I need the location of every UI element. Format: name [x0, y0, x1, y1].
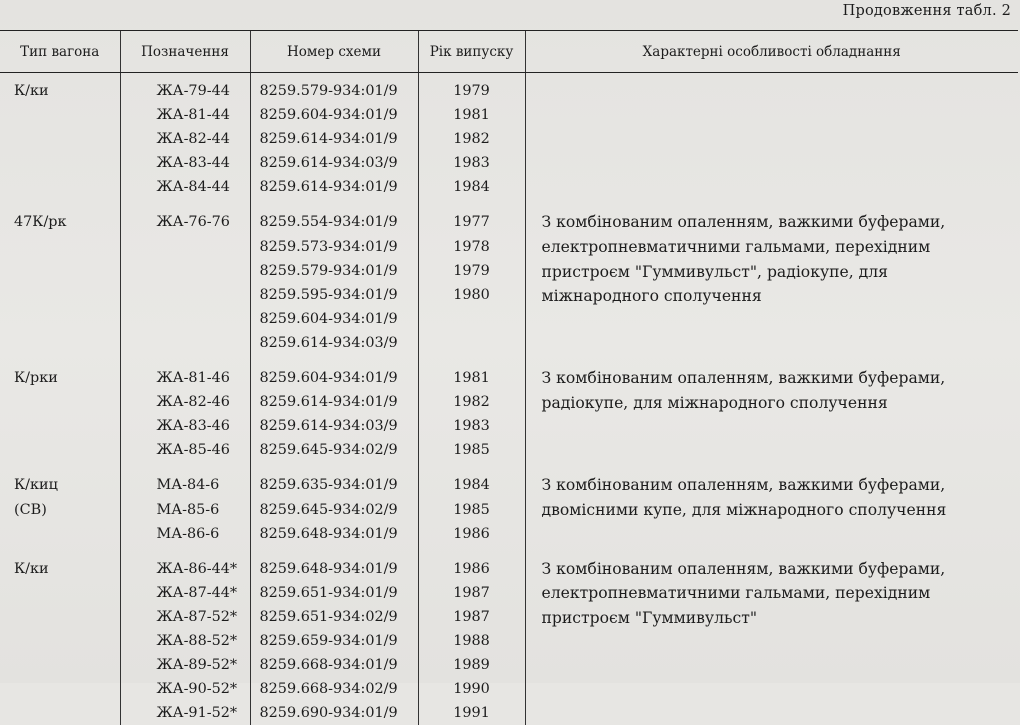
designation-value: ЖА-85-46	[156, 442, 230, 459]
table-row	[0, 73, 1018, 200]
features-cell	[525, 546, 1018, 725]
year-value: 1985	[453, 501, 490, 518]
features-line: двомісними купе, для міжнародного сполучення	[541, 501, 947, 519]
table-caption: Продовження табл. 2	[842, 3, 1011, 19]
designation-value: ЖА-76-76	[156, 214, 230, 231]
wagon-type-cell	[0, 462, 120, 545]
year-cell	[418, 73, 525, 200]
features-line: радіокупе, для міжнародного сполучення	[541, 393, 888, 412]
designation-value: ЖА-81-46	[156, 370, 230, 387]
scheme-number-value: 8259.573-934:01/9	[259, 238, 398, 255]
scheme-number-value: 8259.604-934:01/9	[259, 370, 398, 387]
designation-cell	[120, 73, 250, 200]
wagon-type-line: К/ки	[14, 83, 49, 99]
year-value: 1981	[453, 107, 490, 124]
year-value: 1983	[453, 418, 490, 435]
scheme-number-value: 8259.648-934:01/9	[259, 525, 398, 542]
features-line: електропневматичними гальмами, перехідним	[541, 238, 931, 257]
designation-value: ЖА-91-52*	[156, 705, 238, 722]
designation-value: ЖА-81-44	[156, 107, 230, 124]
year-value: 1987	[453, 608, 490, 625]
scheme-number-cell	[250, 199, 418, 355]
designation-value: ЖА-88-52*	[156, 632, 238, 649]
features-line: міжнародного сполучення	[541, 287, 762, 306]
year-cell	[418, 462, 525, 545]
table-header-row	[0, 31, 1018, 73]
year-value: 1983	[453, 155, 490, 172]
header-designation: Позначення	[120, 31, 250, 73]
scheme-number-value: 8259.648-934:01/9	[259, 560, 398, 577]
table-row	[0, 199, 1018, 355]
year-value: 1986	[453, 560, 490, 577]
wagon-type-line: К/киц	[14, 477, 58, 494]
table-row	[0, 462, 1018, 545]
scheme-number-value: 8259.614-934:01/9	[259, 131, 398, 148]
year-value: 1986	[453, 525, 490, 542]
designation-value: ЖА-84-44	[156, 179, 230, 196]
designation-value: ЖА-79-44	[156, 83, 230, 99]
scheme-number-value: 8259.614-934:03/9	[259, 418, 398, 435]
features-line: пристроєм "Гуммивульст"	[541, 608, 758, 627]
wagon-type-cell	[0, 199, 120, 355]
designation-value: ЖА-82-44	[156, 131, 230, 148]
scheme-number-value: 8259.604-934:01/9	[259, 107, 398, 124]
year-value: 1982	[453, 394, 490, 411]
header-year: Рік випуску	[418, 31, 525, 73]
year-value: 1978	[453, 238, 490, 255]
year-value: 1984	[453, 179, 490, 196]
year-value: 1979	[453, 83, 490, 99]
designation-value: ЖА-90-52*	[156, 681, 238, 698]
scheme-number-value: 8259.579-934:01/9	[259, 262, 398, 279]
year-value: 1987	[453, 584, 490, 601]
year-value: 1979	[453, 262, 490, 279]
scheme-number-cell	[250, 546, 418, 725]
designation-cell	[120, 199, 250, 355]
scheme-number-cell	[250, 462, 418, 545]
designation-value: ЖА-82-46	[156, 394, 230, 411]
scheme-number-value: 8259.659-934:01/9	[259, 632, 398, 649]
designation-value: МА-84-6	[156, 477, 220, 494]
scheme-number-value: 8259.554-934:01/9	[259, 214, 398, 231]
designation-value: МА-86-6	[156, 525, 220, 542]
year-value: 1991	[453, 705, 490, 722]
wagon-type-line: К/ки	[14, 560, 49, 577]
scheme-number-value: 8259.651-934:02/9	[259, 608, 398, 625]
designation-value: ЖА-86-44*	[156, 560, 238, 577]
designation-value: ЖА-87-52*	[156, 608, 238, 625]
scheme-number-value: 8259.614-934:01/9	[259, 394, 398, 411]
year-cell	[418, 199, 525, 355]
designation-value: ЖА-83-46	[156, 418, 230, 435]
features-cell	[525, 355, 1018, 462]
header-features: Характерні особливості обладнання	[525, 31, 1018, 73]
table-row	[0, 546, 1018, 725]
year-value: 1980	[453, 286, 490, 303]
features-line: З комбінованим опаленням, важкими буферами,	[541, 476, 946, 495]
designation-cell	[120, 462, 250, 545]
scheme-number-value: 8259.614-934:03/9	[259, 334, 398, 351]
scheme-number-cell	[250, 73, 418, 200]
scheme-number-value: 8259.579-934:01/9	[259, 83, 398, 99]
features-cell	[525, 199, 1018, 355]
header-scheme-number: Номер схеми	[250, 31, 418, 73]
scheme-number-value: 8259.604-934:01/9	[259, 310, 398, 327]
features-line: електропневматичними гальмами, перехідним	[541, 584, 931, 603]
features-line: З комбінованим опаленням, важкими буферами,	[541, 559, 946, 578]
table-row	[0, 355, 1018, 462]
scheme-number-value: 8259.668-934:01/9	[259, 657, 398, 674]
designation-value: ЖА-89-52*	[156, 657, 238, 674]
year-value: 1988	[453, 632, 490, 649]
scheme-number-value: 8259.614-934:01/9	[259, 179, 398, 196]
features-cell	[525, 73, 1018, 200]
wagon-type-line: (СВ)	[14, 501, 47, 518]
year-value: 1990	[453, 681, 490, 698]
wagon-type-cell	[0, 546, 120, 725]
wagon-type-cell	[0, 355, 120, 462]
wagon-type-line: К/рки	[14, 370, 58, 387]
scheme-number-cell	[250, 355, 418, 462]
scheme-number-value: 8259.614-934:03/9	[259, 155, 398, 172]
scheme-number-value: 8259.645-934:02/9	[259, 501, 398, 518]
designation-cell	[120, 546, 250, 725]
scheme-number-value: 8259.690-934:01/9	[259, 705, 398, 722]
scheme-number-value: 8259.645-934:02/9	[259, 442, 398, 459]
year-value: 1985	[453, 442, 490, 459]
designation-value: ЖА-87-44*	[156, 584, 238, 601]
designation-cell	[120, 355, 250, 462]
scheme-number-value: 8259.651-934:01/9	[259, 584, 398, 601]
header-wagon-type: Тип вагона	[0, 31, 120, 73]
year-cell	[418, 546, 525, 725]
features-cell	[525, 462, 1018, 545]
features-line: пристроєм "Гуммивульст", радіокупе, для	[541, 262, 888, 281]
designation-value: МА-85-6	[156, 501, 220, 518]
scheme-number-value: 8259.668-934:02/9	[259, 681, 398, 698]
wagon-type-cell	[0, 73, 120, 200]
year-value: 1981	[453, 370, 490, 387]
year-value: 1977	[453, 214, 490, 231]
scheme-number-value: 8259.595-934:01/9	[259, 286, 398, 303]
year-cell	[418, 355, 525, 462]
features-line: З комбінованим опаленням, важкими буферами,	[541, 213, 946, 232]
year-value: 1982	[453, 131, 490, 148]
designation-value: ЖА-83-44	[156, 155, 230, 172]
wagon-type-line: 47К/рк	[14, 214, 67, 231]
features-line: З комбінованим опаленням, важкими буферами,	[541, 369, 946, 388]
year-value: 1989	[453, 657, 490, 674]
wagon-table	[0, 30, 1018, 725]
year-value: 1984	[453, 477, 490, 494]
scheme-number-value: 8259.635-934:01/9	[259, 477, 398, 494]
